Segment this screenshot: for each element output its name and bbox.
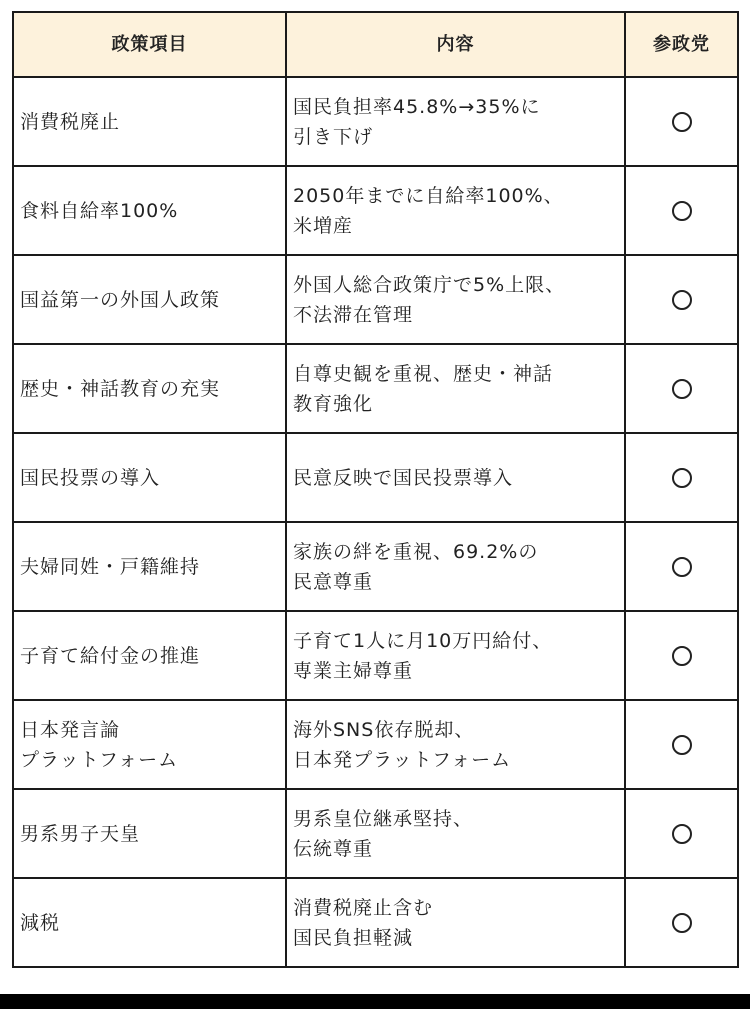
sanseito-mark-cell [625,878,738,967]
policy-content-text: 海外SNS依存脱却、 [293,718,475,741]
policy-content-text: 専業主婦尊重 [293,659,414,682]
table-header-row [13,12,738,77]
sanseito-mark-cell [625,344,738,433]
policy-content-text: 民意反映で国民投票導入 [293,466,514,489]
circle-mark-icon [672,913,692,933]
table-row [13,789,738,878]
sanseito-mark-cell [625,255,738,344]
policy-content-text: 男系皇位継承堅持、 [293,807,474,830]
sanseito-mark-cell [625,611,738,700]
table-body [13,77,738,967]
header-content: 内容 [286,12,625,77]
policy-content-cell [286,344,625,433]
policy-item-text: 男系男子天皇 [20,822,141,845]
policy-content-text: 教育強化 [293,392,374,415]
policy-content-cell [286,611,625,700]
policy-content-text: 家族の絆を重視、69.2%の [293,540,539,563]
policy-item-text: 消費税廃止 [20,110,121,133]
policy-item-cell [13,789,286,878]
policy-item-cell [13,700,286,789]
policy-content-text: 国民負担軽減 [293,926,414,949]
policy-content-cell [286,522,625,611]
table-row [13,255,738,344]
policy-item-text: プラットフォーム [20,748,179,771]
policy-content-cell [286,77,625,166]
circle-mark-icon [672,201,692,221]
header-sanseito: 参政党 [625,12,738,77]
policy-content-text: 自尊史観を重視、歴史・神話 [293,362,554,385]
header-policy-item: 政策項目 [13,12,286,77]
circle-mark-icon [672,557,692,577]
sanseito-mark-cell [625,522,738,611]
policy-item-text: 夫婦同姓・戸籍維持 [20,555,201,578]
policy-table [12,11,739,968]
table-row [13,166,738,255]
policy-item-text: 子育て給付金の推進 [20,644,201,667]
table-row [13,433,738,522]
table-row [13,878,738,967]
policy-content-text: 民意尊重 [293,570,374,593]
policy-content-text: 国民負担率45.8%→35%に [293,95,541,118]
policy-content-cell [286,255,625,344]
circle-mark-icon [672,379,692,399]
policy-content-text: 消費税廃止含む [293,896,434,919]
policy-content-text: 外国人総合政策庁で5%上限、 [293,273,566,296]
policy-content-cell [286,878,625,967]
policy-content-text: 引き下げ [293,125,374,148]
sanseito-mark-cell [625,433,738,522]
policy-item-cell [13,77,286,166]
policy-item-cell [13,433,286,522]
policy-item-cell [13,166,286,255]
policy-item-cell [13,344,286,433]
policy-content-text: 2050年までに自給率100%、 [293,184,564,207]
table-row [13,611,738,700]
policy-content-cell [286,433,625,522]
circle-mark-icon [672,112,692,132]
policy-item-text: 食料自給率100% [20,199,179,222]
table-row [13,77,738,166]
circle-mark-icon [672,290,692,310]
policy-item-text: 国益第一の外国人政策 [20,288,221,311]
circle-mark-icon [672,735,692,755]
policy-content-text: 日本発プラットフォーム [293,748,512,771]
sanseito-mark-cell [625,166,738,255]
policy-content-text: 子育て1人に月10万円給付、 [293,629,553,652]
policy-content-text: 不法滞在管理 [293,303,414,326]
policy-item-cell [13,611,286,700]
policy-item-cell [13,522,286,611]
table-row [13,522,738,611]
circle-mark-icon [672,646,692,666]
sanseito-mark-cell [625,700,738,789]
sanseito-mark-cell [625,77,738,166]
table-row [13,344,738,433]
policy-content-cell [286,166,625,255]
policy-content-text: 伝統尊重 [293,837,374,860]
policy-item-cell [13,878,286,967]
policy-item-text: 減税 [20,911,61,934]
policy-item-text: 歴史・神話教育の充実 [20,377,221,400]
circle-mark-icon [672,824,692,844]
table-row [13,700,738,789]
policy-item-cell [13,255,286,344]
bottom-black-bar [0,994,750,1009]
sanseito-mark-cell [625,789,738,878]
circle-mark-icon [672,468,692,488]
policy-item-text: 日本発言論 [20,718,121,741]
policy-content-cell [286,700,625,789]
policy-content-cell [286,789,625,878]
policy-item-text: 国民投票の導入 [20,466,161,489]
policy-content-text: 米増産 [293,214,354,237]
